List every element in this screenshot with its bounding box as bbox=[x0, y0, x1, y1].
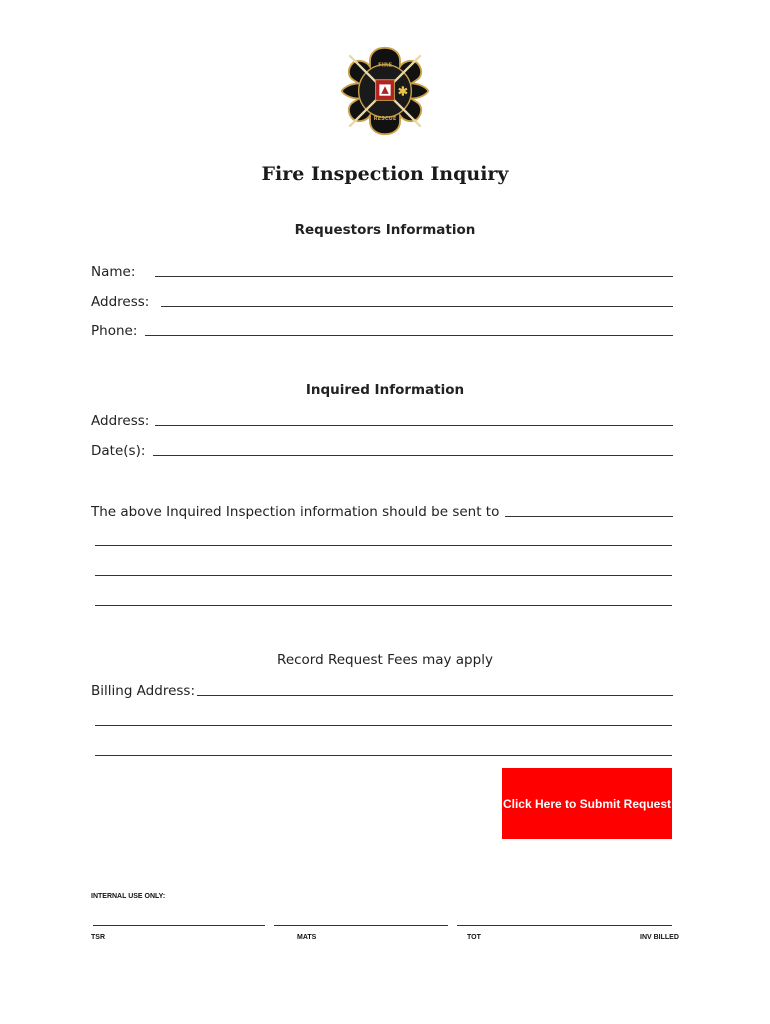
tot-inv-line[interactable] bbox=[457, 925, 672, 926]
phone-line[interactable] bbox=[145, 335, 673, 336]
dates-line[interactable] bbox=[153, 455, 673, 456]
billing-address-label: Billing Address: bbox=[91, 683, 195, 699]
fire-rescue-logo bbox=[338, 44, 432, 138]
send-to-line-4[interactable] bbox=[95, 605, 672, 606]
submit-request-button[interactable]: Click Here to Submit Request bbox=[502, 768, 672, 839]
page-title: Fire Inspection Inquiry bbox=[261, 163, 509, 185]
inquired-address-label: Address: bbox=[91, 413, 150, 429]
name-label: Name: bbox=[91, 264, 136, 280]
inv-billed-label: INV BILLED bbox=[640, 934, 679, 941]
inquired-address-line[interactable] bbox=[155, 425, 673, 426]
send-to-text: The above Inquired Inspection information should be sent to bbox=[91, 504, 500, 520]
mats-line[interactable] bbox=[274, 925, 448, 926]
requestor-address-field[interactable] bbox=[91, 292, 673, 310]
tsr-line[interactable] bbox=[93, 925, 265, 926]
tot-label: TOT bbox=[467, 934, 481, 941]
dates-label: Date(s): bbox=[91, 443, 146, 459]
billing-address-line-2[interactable] bbox=[95, 725, 672, 726]
svg-text:RESCUE: RESCUE bbox=[373, 116, 397, 123]
inquired-address-field[interactable] bbox=[91, 411, 673, 429]
send-to-field[interactable] bbox=[91, 502, 673, 520]
tsr-label: TSR bbox=[91, 934, 105, 941]
phone-label: Phone: bbox=[91, 323, 138, 339]
internal-use-heading: INTERNAL USE ONLY: bbox=[91, 893, 166, 900]
fees-notice: Record Request Fees may apply bbox=[277, 652, 493, 668]
billing-address-line-3[interactable] bbox=[95, 755, 672, 756]
inquired-dates-field[interactable] bbox=[91, 441, 673, 459]
address-line[interactable] bbox=[161, 306, 673, 307]
svg-text:FIRE: FIRE bbox=[377, 62, 393, 69]
requestor-phone-field[interactable] bbox=[91, 321, 673, 339]
send-to-line[interactable] bbox=[505, 516, 673, 517]
billing-address-field[interactable] bbox=[91, 681, 673, 699]
name-line[interactable] bbox=[155, 276, 673, 277]
address-label: Address: bbox=[91, 294, 150, 310]
requestor-heading: Requestors Information bbox=[294, 222, 476, 238]
mats-label: MATS bbox=[297, 934, 317, 941]
requestor-name-field[interactable] bbox=[91, 262, 673, 280]
billing-address-line[interactable] bbox=[197, 695, 673, 696]
send-to-line-3[interactable] bbox=[95, 575, 672, 576]
inquired-heading: Inquired Information bbox=[305, 382, 465, 398]
send-to-line-2[interactable] bbox=[95, 545, 672, 546]
